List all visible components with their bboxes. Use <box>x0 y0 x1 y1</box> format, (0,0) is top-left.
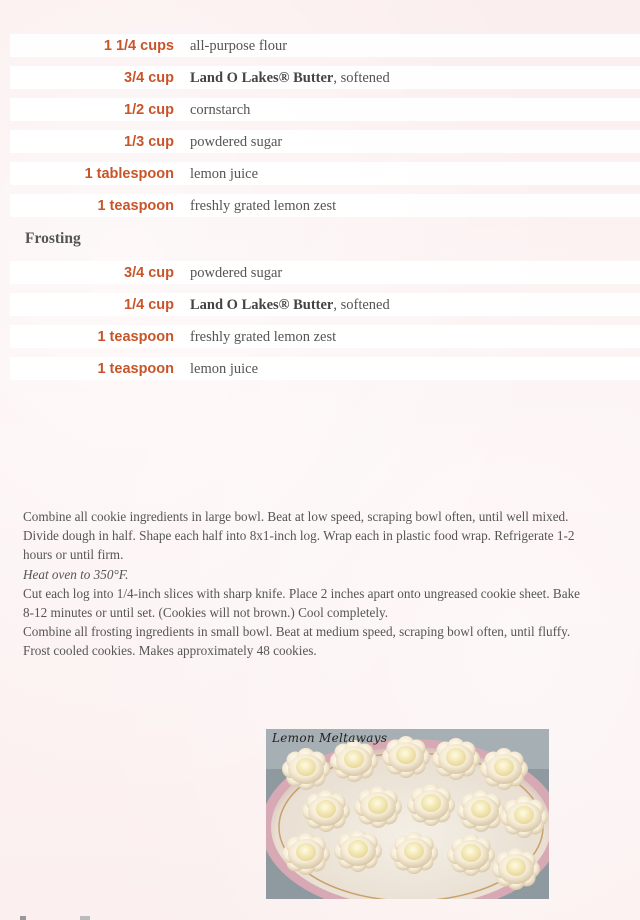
ingredient-name <box>190 190 336 222</box>
ingredient-quantity: 1/4 cup <box>124 297 174 313</box>
cookie <box>390 832 438 874</box>
cookie <box>382 736 430 778</box>
ingredient-quantity: 3/4 cup <box>124 265 174 281</box>
cookie <box>432 738 480 780</box>
ingredient-quantity: 1 teaspoon <box>97 329 174 345</box>
cookie <box>354 786 402 828</box>
ingredient-quantity: 3/4 cup <box>124 70 174 86</box>
ingredient-row <box>10 289 640 321</box>
footer-fragment <box>20 912 120 920</box>
ingredient-quantity: 1 tablespoon <box>84 166 174 182</box>
ingredient-text: lemon juice <box>190 166 259 182</box>
ingredient-row <box>10 321 640 353</box>
recipe-photo <box>266 729 549 899</box>
cookie <box>407 784 455 826</box>
frosting-heading: Frosting <box>25 230 81 247</box>
ingredient-row <box>10 353 640 385</box>
cookie <box>447 834 495 876</box>
ingredient-row <box>10 94 640 126</box>
ingredient-text: , softened <box>333 70 390 86</box>
cookie <box>457 790 505 832</box>
ingredient-quantity: 1 teaspoon <box>97 198 174 214</box>
ingredient-quantity: 1 1/4 cups <box>103 38 174 54</box>
ingredient-row <box>10 257 640 289</box>
direction-step: Combine all cookie ingredients in large bowl. Beat at low speed, scraping bowl often, until well mixed. <box>23 509 569 524</box>
ingredient-row <box>10 62 640 94</box>
ingredient-name <box>190 62 390 94</box>
directions <box>23 507 593 661</box>
cookie <box>302 790 350 832</box>
direction-step: Heat oven to 350°F. <box>23 566 129 582</box>
ingredient-text: lemon juice <box>190 361 259 377</box>
cookie <box>334 830 382 872</box>
ingredient-row <box>10 190 640 222</box>
cookie <box>480 748 528 790</box>
ingredient-name <box>190 158 258 190</box>
ingredient-row <box>10 158 640 190</box>
ingredient-text: powdered sugar <box>190 265 283 281</box>
ingredient-quantity: 1/3 cup <box>124 134 174 150</box>
row-band <box>10 98 640 121</box>
cookie <box>282 748 330 790</box>
ingredient-name <box>190 126 282 158</box>
cookie-plate-image <box>266 729 549 899</box>
ingredient-text: powdered sugar <box>190 134 283 150</box>
cookie <box>330 740 378 782</box>
ingredient-quantity: 1 teaspoon <box>97 361 174 377</box>
ingredient-brand: Land O Lakes® Butter <box>190 297 334 313</box>
ingredient-brand: Land O Lakes® Butter <box>190 70 334 86</box>
ingredient-text: freshly grated lemon zest <box>190 329 337 345</box>
ingredient-quantity: 1/2 cup <box>124 102 174 118</box>
row-band <box>10 261 640 284</box>
ingredient-text: all-purpose flour <box>190 38 288 54</box>
ingredient-text: , softened <box>333 297 390 313</box>
ingredient-name <box>190 30 287 62</box>
ingredient-name <box>190 257 282 289</box>
photo-caption: Lemon Meltaways <box>272 731 388 745</box>
cookie <box>500 796 548 838</box>
ingredient-text: freshly grated lemon zest <box>190 198 337 214</box>
direction-step: Divide dough in half. Shape each half into 8x1-inch log. Wrap each in plastic food wrap. Refrigerate 1-2 hours or until firm. <box>23 528 575 563</box>
row-band <box>10 130 640 153</box>
direction-step: Cut each log into 1/4-inch slices with sharp knife. Place 2 inches apart onto ungreased cookie sheet. Bake 8-12 minutes or until set. (Cookies will not brown.) Cool completely. <box>23 585 581 621</box>
ingredient-name <box>190 353 258 385</box>
ingredient-row <box>10 30 640 62</box>
ingredient-name <box>190 289 390 321</box>
frosting-ingredient-list <box>10 257 640 385</box>
ingredient-text: cornstarch <box>190 102 251 118</box>
ingredient-row <box>10 126 640 158</box>
cookie <box>492 848 540 890</box>
direction-step: Combine all frosting ingredients in small bowl. Beat at medium speed, scraping bowl often, until fluffy. Frost cooled cookies. Makes approximately 48 cookies. <box>23 624 571 659</box>
ingredient-name <box>190 321 336 353</box>
cookie <box>282 833 330 875</box>
ingredient-name <box>190 94 250 126</box>
cookie-ingredient-list <box>10 30 640 222</box>
